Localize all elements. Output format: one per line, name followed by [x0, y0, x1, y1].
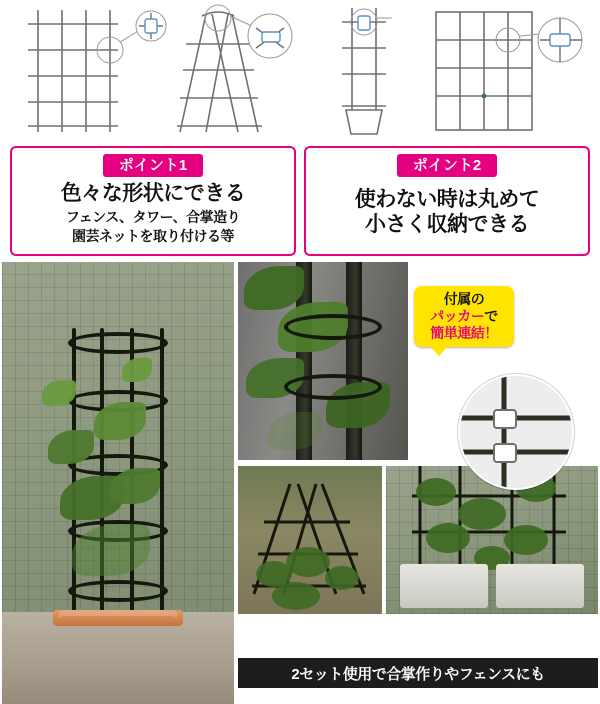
photo-a-frame-garden — [238, 466, 382, 614]
pot-support-diagram — [318, 4, 428, 138]
wide-fence-diagram — [430, 4, 596, 138]
black-post-right — [346, 262, 362, 460]
point-2-headline-line1: 使わない時は丸めて — [354, 188, 540, 211]
point-box-1 — [10, 146, 296, 256]
planter-box-right — [496, 564, 584, 608]
photo-tower-closeup — [238, 262, 408, 460]
a-frame-teepee-diagram — [172, 4, 312, 138]
callout-line-2: パッカー — [430, 307, 485, 324]
point-1-badge: ポイント1 — [103, 154, 203, 177]
point-2-badge: ポイント2 — [397, 154, 497, 177]
connector-zoom-detail — [458, 374, 574, 490]
planter-box-left — [400, 564, 488, 608]
flower-pot — [59, 610, 177, 696]
callout-line-3: 簡単連結！ — [430, 324, 498, 341]
callout-bubble — [414, 286, 514, 347]
point-2-headline-line2: 小さく収納できる — [365, 212, 529, 236]
callout-line-2-suffix: で — [484, 307, 498, 324]
caption-bar — [238, 658, 598, 688]
point-box-2 — [304, 146, 590, 256]
callout-line-1: 付属の — [443, 291, 485, 307]
photo-collage — [0, 262, 600, 704]
photo-tower-in-pot — [2, 262, 234, 704]
fence-net-diagram — [18, 4, 168, 138]
points-row — [0, 146, 600, 256]
point-1-sub-line2: 園芸ネットを取り付ける等 — [72, 228, 234, 245]
diagram-strip — [0, 0, 600, 142]
point-1-sub-line1: フェンス、タワー、合掌造り — [65, 208, 241, 225]
point-1-headline: 色々な形状にできる — [60, 182, 246, 205]
caption-text: 2セット使用で合掌作りやフェンスにも — [291, 665, 545, 683]
photo-fence-planters — [386, 466, 598, 614]
